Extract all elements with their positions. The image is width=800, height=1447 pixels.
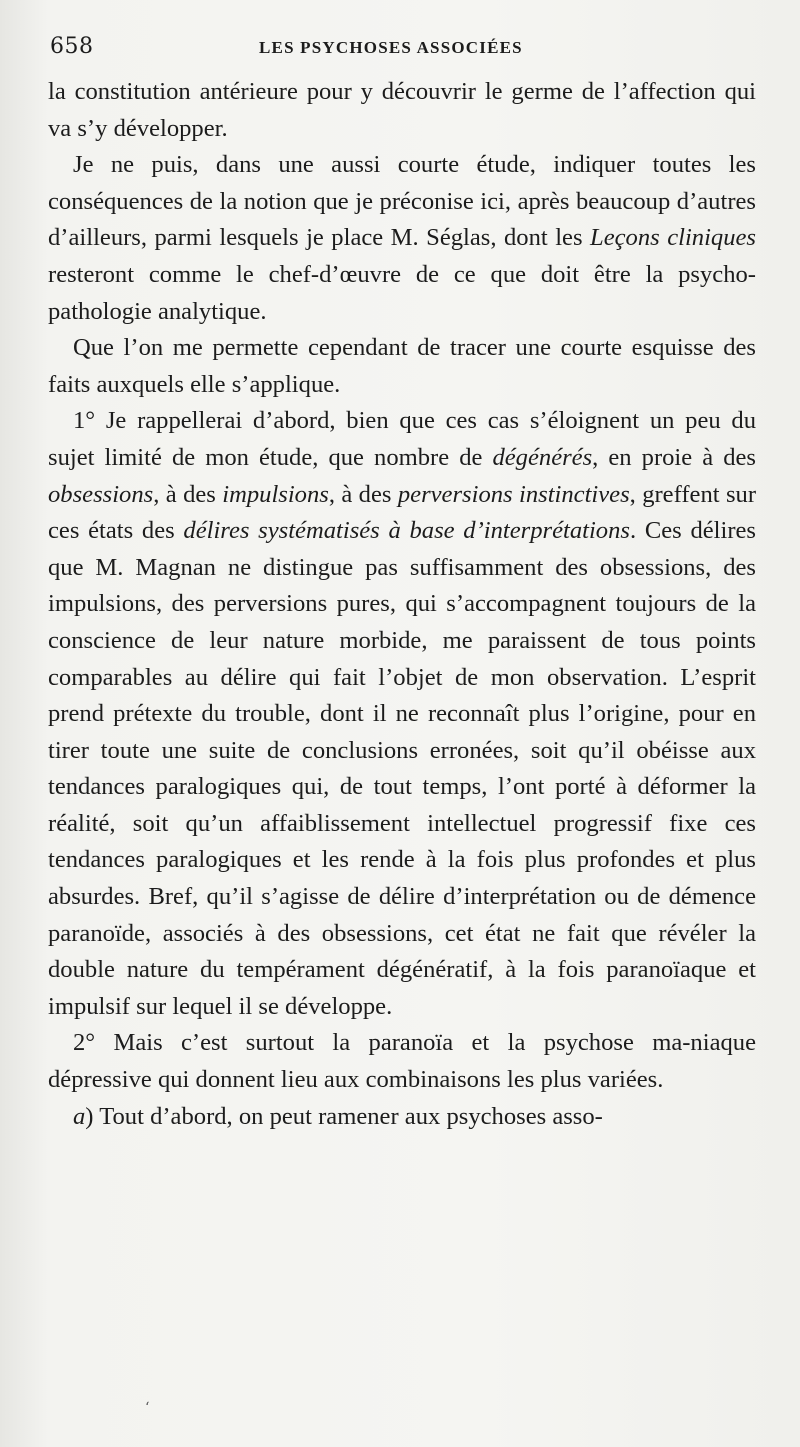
italic-text: Leçons cliniques: [590, 224, 756, 252]
page-number: 658: [50, 34, 94, 59]
text-segment: , à des: [328, 480, 398, 508]
text-segment: la constitution antérieure pour y découvrir le germe de l’affection qui va s’y développer.: [48, 78, 756, 142]
text-segment: , à des: [153, 480, 223, 508]
paragraph: [48, 74, 756, 147]
text-segment: resteront comme le chef-d’œuvre de ce que doit être la psycho-pathologie analytique.: [48, 260, 756, 325]
page-header: [50, 34, 750, 64]
text-segment: 1° Je rappellerai d’abord, bien que ces cas s’éloignent un peu du sujet limité de mon étude, que nombre de: [48, 407, 756, 471]
page-footer: [50, 1400, 750, 1430]
italic-text: délires systématisés à base d’interprétations: [183, 517, 630, 545]
text-segment: ) Tout d’abord, on peut ramener aux psychoses asso-: [85, 1102, 603, 1130]
paragraph: [48, 1099, 756, 1136]
text-segment: 2° Mais c’est surtout la paranoïa et la psychose ma-niaque dépressive qui donnent lieu aux combinaisons les plus variées.: [48, 1029, 756, 1094]
text-segment: Je ne puis, dans une aussi courte étude, indiquer toutes les conséquences de la notion que je préconise ici, après beaucoup d’autres d’ailleurs, parmi lesquels je place M. Séglas, dont les: [48, 151, 756, 252]
running-head: LES PSYCHOSES ASSOCIÉES: [259, 38, 523, 57]
paragraph: [48, 330, 756, 403]
text-segment: , en proie à des: [592, 443, 756, 471]
italic-text: obsessions: [48, 480, 154, 508]
italic-text: perversions instinctives: [397, 480, 630, 508]
paragraph: [48, 403, 756, 1025]
text-segment: , greffent sur ces états des: [48, 480, 757, 545]
printer-mark: ʻ: [145, 1400, 150, 1416]
body-text: [48, 74, 756, 1135]
paragraph: [48, 147, 756, 330]
text-segment: Que l’on me permette cependant de tracer une courte esquisse des faits auxquels elle s’applique.: [48, 334, 756, 398]
text-segment: . Ces délires que M. Magnan ne distingue pas suffisamment des obsessions, des impulsions, des perversions pures, qui s’accompagnent toujours de la conscience de leur nature morbide, me paraissent de tous points comparables au délire qui fait l’objet de mon observation. L’esprit prend prétexte du trouble, dont il ne reconnaît plus l’origine, pour en tirer toute une suite de conclusions erronées, soit qu’il obéisse aux tendances paralogiques qui, de tout temps, l’ont porté à déformer la réalité, soit qu’un affaiblissement intellectuel progressif fixe ces tendances paralogiques et les rende à la fois plus profondes et plus absurdes. Bref, qu’il s’agisse de délire d’interprétation ou de démence paranoïde, associés à des obsessions, cet état ne fait que révéler la double nature du tempérament dégénératif, à la fois paranoïaque et impulsif sur lequel il se développe.: [48, 517, 756, 1020]
italic-text: impulsions: [222, 480, 329, 508]
paragraph: [48, 1025, 756, 1098]
italic-text: a: [73, 1102, 86, 1130]
italic-text: dégénérés: [492, 443, 593, 471]
